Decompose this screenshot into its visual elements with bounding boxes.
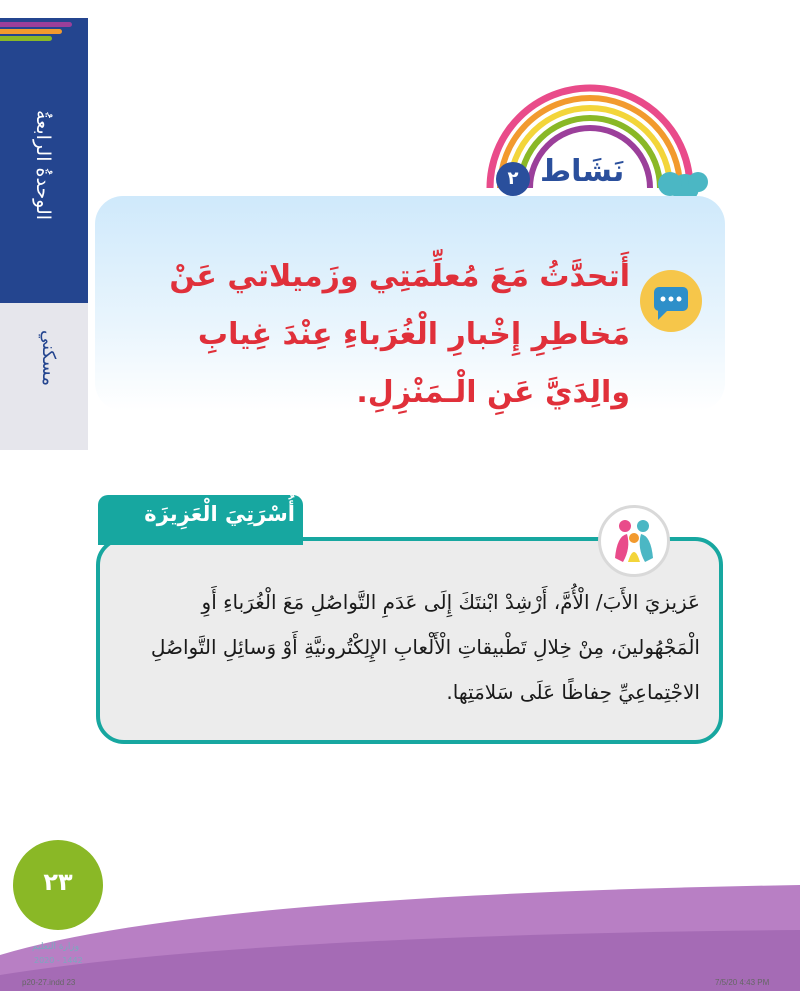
unit-title: الوحدةُ الرابعةُ: [32, 110, 54, 221]
family-note-title: أُسْرَتِيَ الْعَزِيزَة: [144, 502, 295, 526]
decor-stripe-green-top: [0, 36, 52, 41]
ministry-year: 2020 - 1442: [34, 956, 83, 965]
activity-title: نَشَاط: [540, 154, 625, 189]
activity-number-badge: ٢: [496, 162, 530, 196]
family-icon: [598, 505, 670, 577]
file-info: p20-27.indd 23: [22, 978, 76, 987]
print-timestamp: 7/5/20 4:43 PM: [715, 978, 770, 987]
decor-stripe-purple-top: [0, 22, 72, 27]
chat-bubble-icon: [640, 270, 702, 332]
activity-text: أَتحدَّثُ مَعَ مُعلِّمَتِي وزَميلاتي عَنْ مَخاطِرِ إِخْبارِ الْغُرَباءِ عِنْدَ غِيابِ والِدَيَّ عَنِ الْـمَنْزِلِ.: [169, 259, 630, 410]
decor-stripe-orange-top: [0, 29, 62, 34]
family-note-text: عَزيزيَ الأَبَ/ الْأُمَّ، أَرْشِدْ ابْنتَكَ إِلَى عَدَمِ التَّواصُلِ مَعَ الْغُرَباءِ أَوِ الْمَجْهُولينَ، مِنْ خِلالِ تَطْبيقاتِ الْأَلْعابِ الإِلِكْتُرونيَّةِ أَوْ وَسائِلِ التَّواصُلِ الاجْتِماعِيِّ حِفاظًا عَلَى سَلامَتِها.: [150, 590, 700, 704]
ministry-logo: وزارة التعليم: [32, 942, 80, 952]
page-number: ٢٣: [43, 868, 73, 896]
bottom-wave: [0, 875, 800, 991]
lesson-title: مسكني: [38, 330, 59, 387]
